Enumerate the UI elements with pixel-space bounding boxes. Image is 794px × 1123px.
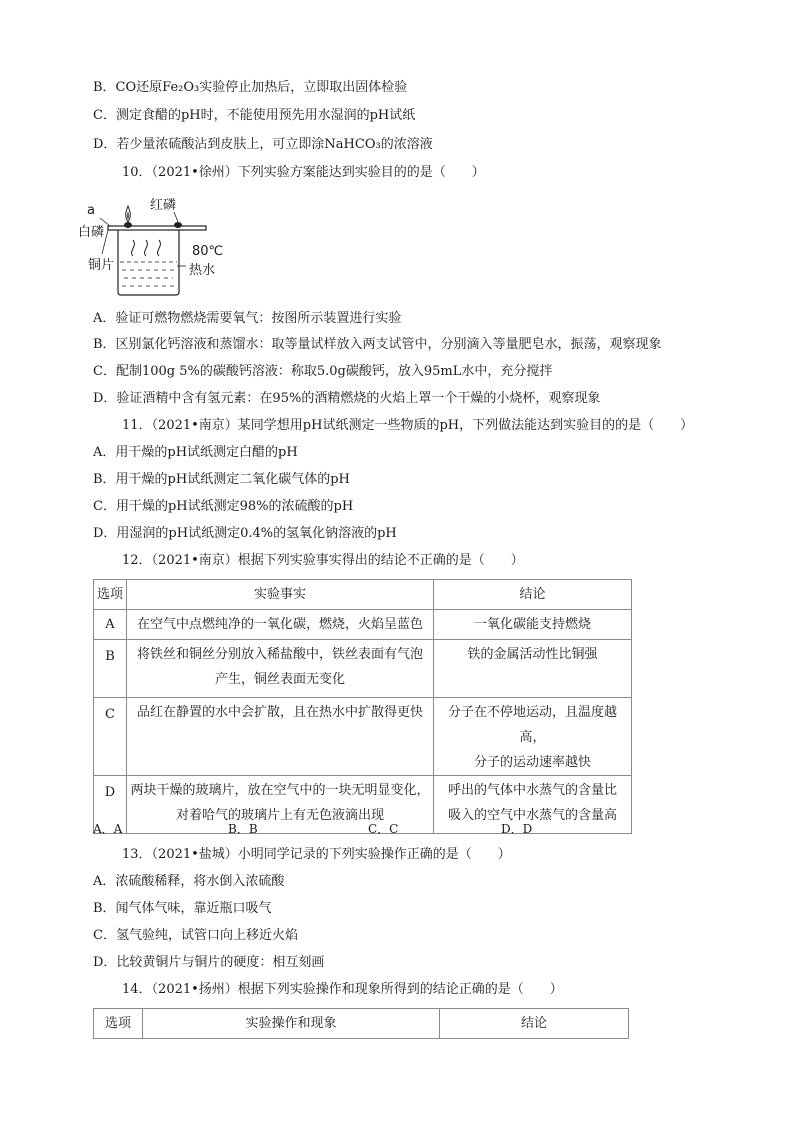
- row-option: D: [94, 776, 127, 834]
- row-conclusion: 铁的金属活动性比铜强: [434, 640, 632, 698]
- header-option: 选项: [94, 1009, 143, 1039]
- label-hot-water: 热水: [189, 263, 216, 278]
- row-conclusion: 一氧化碳能支持燃烧: [434, 610, 632, 640]
- header-option: 选项: [94, 580, 127, 610]
- label-copper-plate: 铜片: [88, 258, 115, 273]
- question-14-stem: 14．（2021•扬州）根据下列实验操作和现象所得到的结论正确的是（ ）: [122, 982, 563, 997]
- header-conclusion: 结论: [434, 580, 632, 610]
- row-conclusion: 分子在不停地运动，且温度越高， 分子的运动速率越快: [434, 698, 632, 776]
- q11-option-a: A．用干燥的pH试纸测定白醋的pH: [93, 445, 298, 460]
- table-row: [94, 776, 632, 834]
- option-d-line: D．若少量浓硫酸沾到皮肤上，可立即涂NaHCO₃的浓溶液: [93, 137, 433, 152]
- label-white-phosphorus: 白磷: [78, 225, 105, 240]
- row-fact: 两块干燥的玻璃片，放在空气中的一块无明显变化， 对着哈气的玻璃片上有无色液滴出现: [127, 776, 434, 834]
- header-fact: 实验事实: [127, 580, 434, 610]
- q11-option-b: B．用干燥的pH试纸测定二氧化碳气体的pH: [93, 472, 350, 487]
- label-temperature: 80℃: [192, 244, 224, 259]
- q14-table: [93, 1008, 629, 1039]
- q13-option-b: B．闻气体气味，靠近瓶口吸气: [93, 901, 272, 916]
- answer-option-c: C．C: [368, 822, 399, 836]
- option-b-line: B．CO还原Fe₂O₃实验停止加热后，立即取出固体检验: [93, 80, 408, 95]
- row-conclusion: 呼出的气体中水蒸气的含量比 吸入的空气中水蒸气的含量高: [434, 776, 632, 834]
- row-fact: 将铁丝和铜丝分别放入稀盐酸中，铁丝表面有气泡 产生，铜丝表面无变化: [127, 640, 434, 698]
- option-c-line: C．测定食醋的pH时，不能使用预先用水湿润的pH试纸: [93, 108, 416, 123]
- q11-option-c: C．用干燥的pH试纸测定98%的浓硫酸的pH: [93, 499, 354, 514]
- table-header-row: [94, 580, 632, 610]
- question-12-stem: 12．（2021•南京）根据下列实验事实得出的结论不正确的是（ ）: [122, 553, 524, 568]
- steam-swirl: [132, 240, 135, 256]
- question-13-stem: 13．（2021•盐城）小明同学记录的下列实验操作正确的是（ ）: [122, 847, 511, 862]
- row-option: A: [94, 610, 127, 640]
- answer-option-d: D．D: [501, 822, 533, 836]
- question-11-stem: 11．（2021•南京）某同学想用pH试纸测定一些物质的pH，下列做法能达到实验目的的是（ ）: [122, 418, 694, 433]
- q13-option-d: D．比较黄铜片与铜片的硬度：相互刻画: [93, 955, 325, 970]
- row-fact: 在空气中点燃纯净的一氧化碳，燃烧，火焰呈蓝色: [127, 610, 434, 640]
- row-fact: 品红在静置的水中会扩散，且在热水中扩散得更快: [127, 698, 434, 776]
- header-operation: 实验操作和现象: [143, 1009, 440, 1039]
- q10-option-b: B．区别氯化钙溶液和蒸馏水：取等量试样放入两支试管中，分别滴入等量肥皂水，振荡，观察现象: [93, 337, 662, 352]
- flame-inner-shape: [127, 211, 129, 220]
- label-red-phosphorus: 红磷: [150, 198, 177, 213]
- table-row: [94, 698, 632, 776]
- label-a: a: [87, 203, 95, 218]
- q10-option-c: C．配制100g 5%的碳酸钙溶液：称取5.0g碳酸钙，放入95mL水中，充分搅拌: [93, 364, 553, 379]
- question-10-stem: 10．（2021•徐州）下列实验方案能达到实验目的的是（ ）: [122, 165, 485, 180]
- beaker-shape: [118, 230, 179, 295]
- red-phosphorus-shape: [174, 222, 182, 228]
- row-option: C: [94, 698, 127, 776]
- q12-table: [93, 579, 632, 834]
- q11-option-d: D．用湿润的pH试纸测定0.4%的氢氧化钠溶液的pH: [93, 526, 397, 541]
- table-row: [94, 640, 632, 698]
- q13-option-c: C．氢气验纯，试管口向上移近火焰: [93, 928, 298, 943]
- q10-option-d: D．验证酒精中含有氢元素：在95%的酒精燃烧的火焰上罩一个干燥的小烧杯，观察现象: [93, 391, 601, 406]
- header-conclusion: 结论: [440, 1009, 629, 1039]
- copper-plate-shape: [108, 226, 206, 230]
- table-header-row: [94, 1009, 629, 1039]
- answer-option-a: A．A: [93, 822, 123, 836]
- answer-option-b: B．B: [228, 822, 258, 836]
- row-option: B: [94, 640, 127, 698]
- phosphorus-experiment-figure: [78, 196, 238, 296]
- q10-option-a: A．验证可燃物燃烧需要氧气：按图所示装置进行实验: [93, 311, 402, 326]
- table-row: [94, 610, 632, 640]
- q13-option-a: A．浓硫酸稀释，将水倒入浓硫酸: [93, 874, 285, 889]
